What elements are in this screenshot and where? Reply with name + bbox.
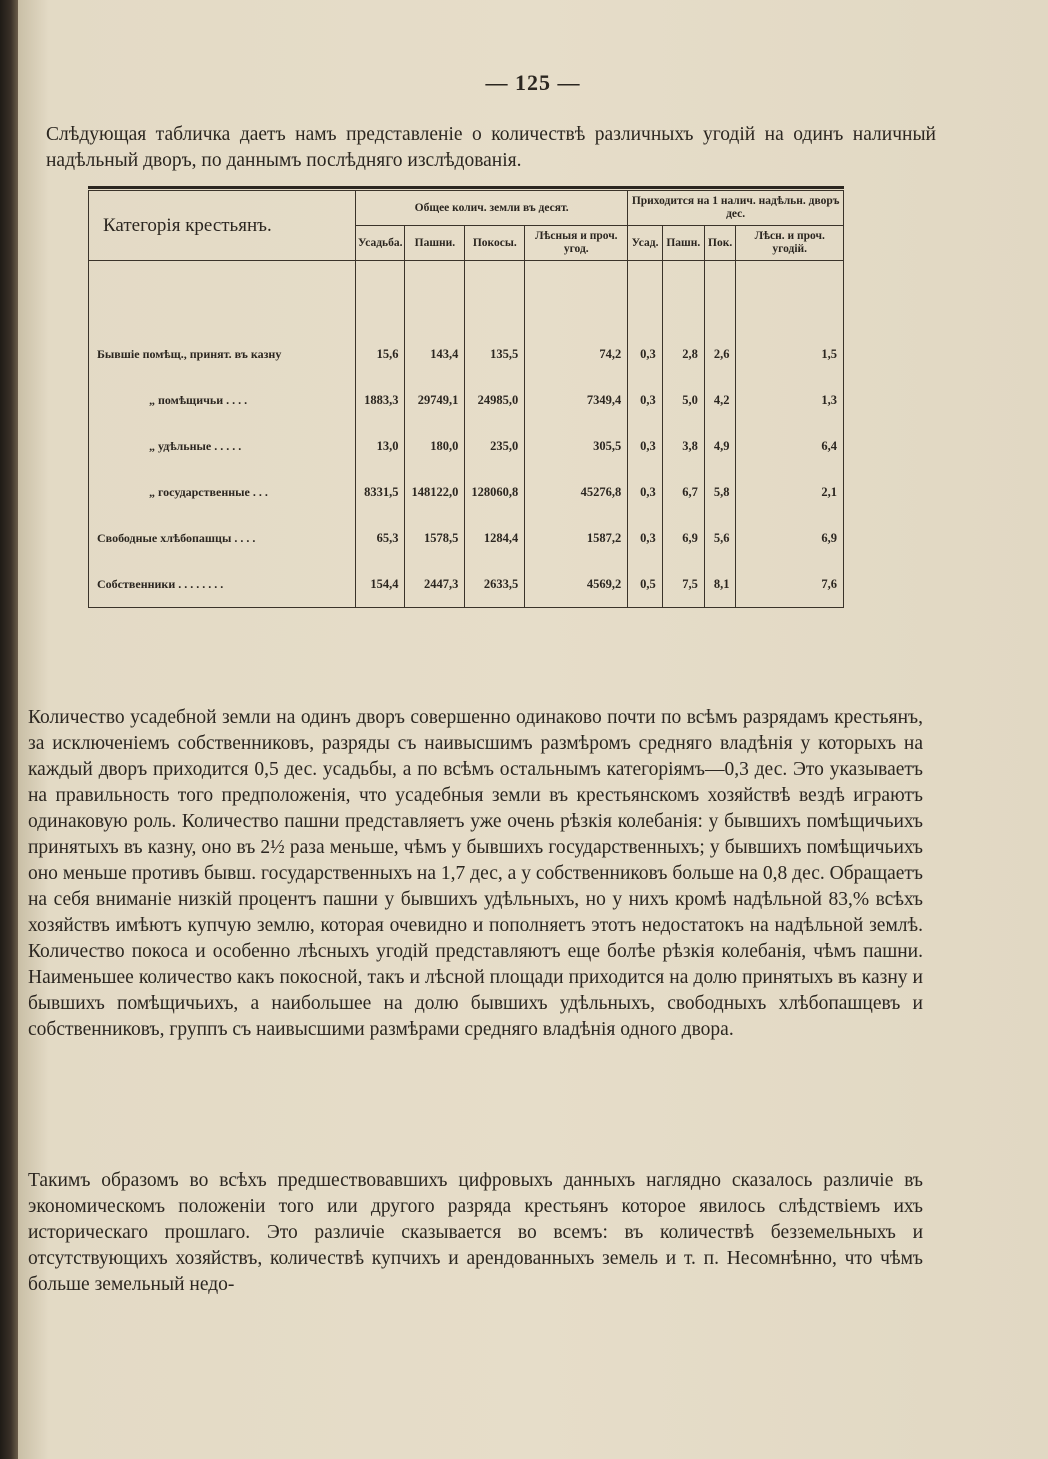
- land-table: [88, 190, 844, 608]
- cell: 5,8: [704, 469, 736, 515]
- cell: 1587,2: [525, 515, 628, 561]
- cell: 3,8: [662, 423, 704, 469]
- cell: 1,3: [736, 377, 844, 423]
- table-top-rule: [88, 186, 844, 189]
- cell: 1284,4: [465, 515, 525, 561]
- cell: 154,4: [356, 561, 405, 608]
- cell: 128060,8: [465, 469, 525, 515]
- cell: 7349,4: [525, 377, 628, 423]
- intro-paragraph: Слѣдующая табличка даетъ намъ представленіе о количествѣ различныхъ угодій на одинъ наличный надѣльный дворъ, по даннымъ послѣдняго изслѣдованія.: [46, 124, 936, 171]
- cell: 0,3: [628, 423, 662, 469]
- cell: 0,3: [628, 377, 662, 423]
- table-row: [89, 561, 844, 608]
- cell: 7,5: [662, 561, 704, 608]
- cell: 143,4: [405, 331, 465, 377]
- cell: 4,9: [704, 423, 736, 469]
- row-label: „ государственные . . .: [89, 469, 356, 515]
- group-header-per-household: Приходится на 1 налич. надѣльн. дворъ дес.: [628, 191, 844, 226]
- col-header: Пашн.: [662, 226, 704, 261]
- cell: 4,2: [704, 377, 736, 423]
- col-header: Усадьба.: [356, 226, 405, 261]
- col-header: Пок.: [704, 226, 736, 261]
- cell: 180,0: [405, 423, 465, 469]
- cell: 0,3: [628, 469, 662, 515]
- cell: 5,6: [704, 515, 736, 561]
- col-header: Покосы.: [465, 226, 525, 261]
- cell: 5,0: [662, 377, 704, 423]
- body-paragraph-1: Количество усадебной земли на одинъ дворъ совершенно одинаково почти по всѣмъ разрядамъ крестьянъ, за исключеніемъ собственниковъ, разряды съ наивысшимъ размѣромъ средняго владѣнія у которыхъ на каждый дворъ приходится 0,5 дес. усадьбы, а по всѣмъ остальнымъ категоріямъ—0,3 дес. Это указываетъ на правильность того предположенія, что усадебныя земли въ крестьянскомъ хозяйствѣ вездѣ играютъ одинаковую роль. Количество пашни представляетъ уже очень рѣзкія колебанія: у бывшихъ помѣщичьихъ принятыхъ въ казну, оно въ 2½ раза меньше, чѣмъ у бывшихъ государственныхъ; у бывшихъ помѣщичьихъ оно меньше противъ бывш. государственныхъ на 1,7 дес, а у собственниковъ больше на 0,8 дес. Обращаетъ на себя вниманіе низкій процентъ пашни у бывшихъ удѣльныхъ, но у нихъ кромѣ надѣльной 83,% всѣхъ хозяйствъ имѣютъ купчую землю, которая очевидно и пополняетъ этотъ недостатокъ на надѣльной землѣ. Количество покоса и особенно лѣсныхъ угодій представляютъ еще болѣе рѣзкія колебанія, чѣмъ пашни. Наименьшее количество какъ покосной, такъ и лѣсной площади приходится на долю принятыхъ въ казну и бывшихъ помѣщичьихъ, а наибольшее на долю бывшихъ удѣльныхъ, свободныхъ хлѣбопашцевъ и собственниковъ, группъ съ наивысшими размѣрами средняго владѣнія одного двора.: [28, 707, 923, 1040]
- cell: 74,2: [525, 331, 628, 377]
- row-label: „ помѣщичьи . . . .: [89, 377, 356, 423]
- cell: 305,5: [525, 423, 628, 469]
- cell: 6,4: [736, 423, 844, 469]
- cell: 2633,5: [465, 561, 525, 608]
- cell: 45276,8: [525, 469, 628, 515]
- row-label: Свободные хлѣбопашцы . . . .: [89, 515, 356, 561]
- cell: 6,9: [662, 515, 704, 561]
- cell: 1,5: [736, 331, 844, 377]
- cell: 0,3: [628, 515, 662, 561]
- cell: 148122,0: [405, 469, 465, 515]
- group-header-total: Общее колич. земли въ десят.: [356, 191, 628, 226]
- col-header: Пашни.: [405, 226, 465, 261]
- cell: 6,9: [736, 515, 844, 561]
- cell: 1578,5: [405, 515, 465, 561]
- cell: 8,1: [704, 561, 736, 608]
- row-label: „ удѣльные . . . . .: [89, 423, 356, 469]
- cell: 2,1: [736, 469, 844, 515]
- cell: 24985,0: [465, 377, 525, 423]
- table-row: [89, 377, 844, 423]
- row-label: Собственники . . . . . . . .: [89, 561, 356, 608]
- cell: 65,3: [356, 515, 405, 561]
- book-spine: [0, 0, 18, 1459]
- page-number: — 125 —: [485, 70, 581, 95]
- cell: 29749,1: [405, 377, 465, 423]
- cell: 4569,2: [525, 561, 628, 608]
- cell: 0,3: [628, 331, 662, 377]
- table-row: [89, 469, 844, 515]
- cell: 15,6: [356, 331, 405, 377]
- col-header: Лѣсныя и проч. угод.: [525, 226, 628, 261]
- table-row: [89, 423, 844, 469]
- cell: 13,0: [356, 423, 405, 469]
- cell: 2,8: [662, 331, 704, 377]
- table-row: [89, 331, 844, 377]
- cell: 235,0: [465, 423, 525, 469]
- cell: 135,5: [465, 331, 525, 377]
- cell: 1883,3: [356, 377, 405, 423]
- category-header: Категорія крестьянъ.: [89, 191, 356, 261]
- col-header: Лѣсн. и проч. угодій.: [736, 226, 844, 261]
- cell: 8331,5: [356, 469, 405, 515]
- cell: 0,5: [628, 561, 662, 608]
- table-row: [89, 515, 844, 561]
- cell: 2,6: [704, 331, 736, 377]
- cell: 7,6: [736, 561, 844, 608]
- body-paragraph-2: Такимъ образомъ во всѣхъ предшествовавшихъ цифровыхъ данныхъ наглядно сказалось различіе въ экономическомъ положеніи того или другого разряда крестьянъ которое явилось слѣдствіемъ ихъ историческаго прошлаго. Это различіе сказывается во всемъ: въ количествѣ безземельныхъ и отсутствующихъ хозяйствъ, количествѣ купчихъ и арендованныхъ земель и т. п. Несомнѣнно, что чѣмъ больше земельный недо-: [28, 1170, 923, 1295]
- cell: 6,7: [662, 469, 704, 515]
- col-header: Усад.: [628, 226, 662, 261]
- row-label: Бывшіе помѣщ., принят. въ казну: [89, 331, 356, 377]
- cell: 2447,3: [405, 561, 465, 608]
- page: [18, 0, 1048, 1459]
